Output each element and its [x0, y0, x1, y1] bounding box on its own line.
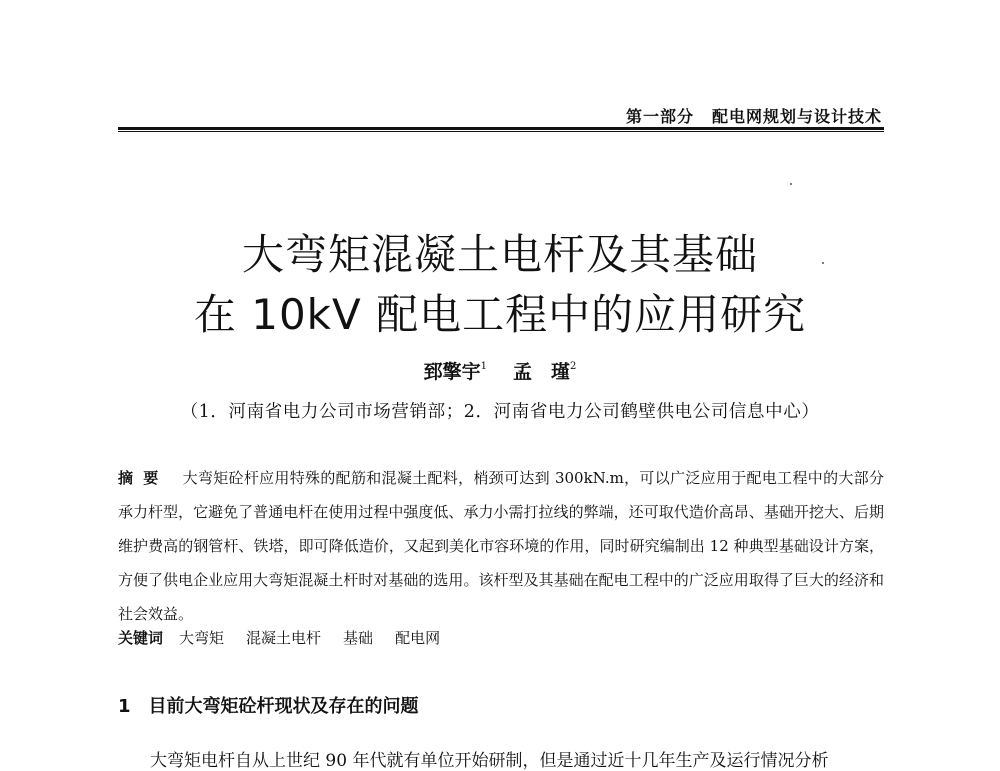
keyword: 基础 [343, 629, 374, 647]
keyword: 混凝土电杆 [246, 629, 322, 647]
running-header [626, 104, 882, 127]
keywords [118, 627, 462, 648]
author-list [0, 357, 1000, 384]
keywords-label: 关键词 [118, 629, 164, 647]
running-header-topic: 配电网规划与设计技术 [711, 107, 882, 126]
abstract-label: 摘要 [118, 469, 169, 487]
author-name: 孟 瑾 [513, 361, 571, 383]
section-title: 目前大弯矩砼杆现状及存在的问题 [148, 696, 419, 717]
paper-title-line-1: 大弯矩混凝土电杆及其基础 [241, 230, 758, 279]
abstract-text: 大弯矩砼杆应用特殊的配筋和混凝土配料，梢颈可达到 300kN.m，可以广泛应用于配电工程中的大部分承力杆型，它避免了普通电杆在使用过程中强度低、承力小需打拉线的弊端，还可取代造价高昂、基础开挖大、后期维护费高的钢管杆、铁塔，即可降低造价，又起到美化市容环境的作用，同时研究编制出 12 种典型基础设计方案，方便了供电企业应用大弯矩混凝土杆时对基础的选用。该杆型及其基础在配电工程中的广泛应用取得了巨大的经济和社会效益。 [118, 469, 884, 623]
header-rule [118, 127, 884, 130]
keyword: 配电网 [395, 629, 441, 647]
abstract [118, 461, 884, 631]
author-name: 郅擎宇 [423, 361, 481, 383]
affiliations: （1．河南省电力公司市场营销部；2．河南省电力公司鹤壁供电公司信息中心） [180, 402, 820, 422]
author-affiliation-mark: 1 [480, 361, 487, 372]
running-header-part: 第一部分 [625, 107, 694, 126]
keyword: 大弯矩 [179, 629, 225, 647]
section-number: 1 [118, 696, 131, 717]
paper-title-line-2: 在 10kV 配电工程中的应用研究 [193, 290, 807, 339]
header-rule-thin [118, 131, 884, 132]
section-heading [118, 692, 419, 718]
scan-speck [790, 183, 792, 185]
author-affiliation-mark: 2 [570, 361, 577, 372]
section-body-text: 大弯矩电杆自从上世纪 90 年代就有单位开始研制，但是通过近十几年生产及运行情况分析 [150, 751, 829, 771]
